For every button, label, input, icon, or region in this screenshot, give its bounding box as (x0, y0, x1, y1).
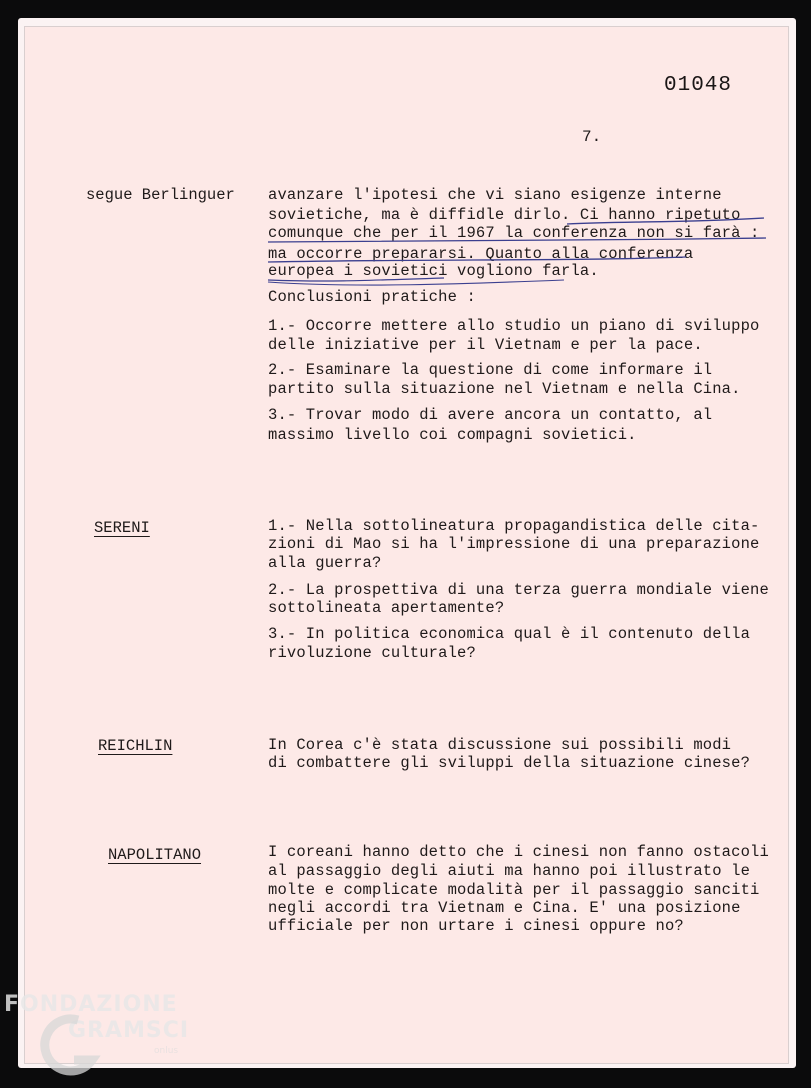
logo-line-3: onlus (154, 1046, 179, 1056)
speaker-napolitano: NAPOLITANO (108, 846, 202, 864)
fondazione-gramsci-logo (4, 990, 204, 1070)
text-line: europea i sovietici vogliono farla. (268, 262, 599, 280)
text-line: 1.- Nella sottolineatura propagandistica delle cita- (268, 517, 760, 535)
text-line: partito sulla situazione nel Vietnam e nella Cina. (268, 380, 741, 398)
text-line: di combattere gli sviluppi della situazione cinese? (268, 754, 751, 772)
text-line: massimo livello coi compagni sovietici. (268, 426, 637, 444)
text-line: 3.- Trovar modo di avere ancora un contatto, al (268, 406, 713, 424)
document-number: 01048 (664, 74, 733, 97)
speaker-sereni: SERENI (94, 519, 150, 537)
pen-underline-5 (268, 280, 564, 285)
speaker-berlinguer: segue Berlinguer (86, 186, 235, 204)
text-line: comunque che per il 1967 la conferenza non si farà : (268, 224, 760, 242)
document-page (24, 26, 789, 1064)
text-line: 2.- Esaminare la questione di come informare il (268, 361, 713, 379)
text-line: 2.- La prospettiva di una terza guerra mondiale viene (268, 581, 769, 599)
text-line: ufficiale per non urtare i cinesi oppure no? (268, 917, 684, 935)
text-line: alla guerra? (268, 554, 382, 572)
text-line: 3.- In politica economica qual è il contenuto della (268, 625, 751, 643)
text-line: sovietiche, ma è diffidle dirlo. Ci hanno ripetuto (268, 206, 741, 224)
logo-mark-icon (30, 1008, 110, 1088)
text-line: delle iniziative per il Vietnam e per la pace. (268, 336, 703, 354)
logo-line-2: GRAMSCI (68, 1018, 190, 1043)
text-line: Conclusioni pratiche : (268, 288, 476, 306)
text-line: avanzare l'ipotesi che vi siano esigenze interne (268, 186, 722, 204)
text-line: molte e complicate modalità per il passaggio sanciti (268, 881, 760, 899)
page-number: 7. (582, 128, 602, 146)
text-line: rivoluzione culturale? (268, 644, 476, 662)
text-line: zioni di Mao si ha l'impressione di una preparazione (268, 535, 760, 553)
text-line: al passaggio degli aiuti ma hanno poi illustrato le (268, 862, 751, 880)
text-line: In Corea c'è stata discussione sui possibili modi (268, 736, 732, 754)
text-line: ma occorre prepararsi. Quanto alla conferenza (268, 245, 694, 263)
text-line: I coreani hanno detto che i cinesi non fanno ostacoli (268, 843, 769, 861)
speaker-reichlin: REICHLIN (98, 737, 173, 755)
text-line: sottolineata apertamente? (268, 599, 505, 617)
text-line: 1.- Occorre mettere allo studio un piano di sviluppo (268, 317, 760, 335)
text-line: negli accordi tra Vietnam e Cina. E' una posizione (268, 899, 741, 917)
logo-line-1: FONDAZIONE (4, 992, 178, 1017)
